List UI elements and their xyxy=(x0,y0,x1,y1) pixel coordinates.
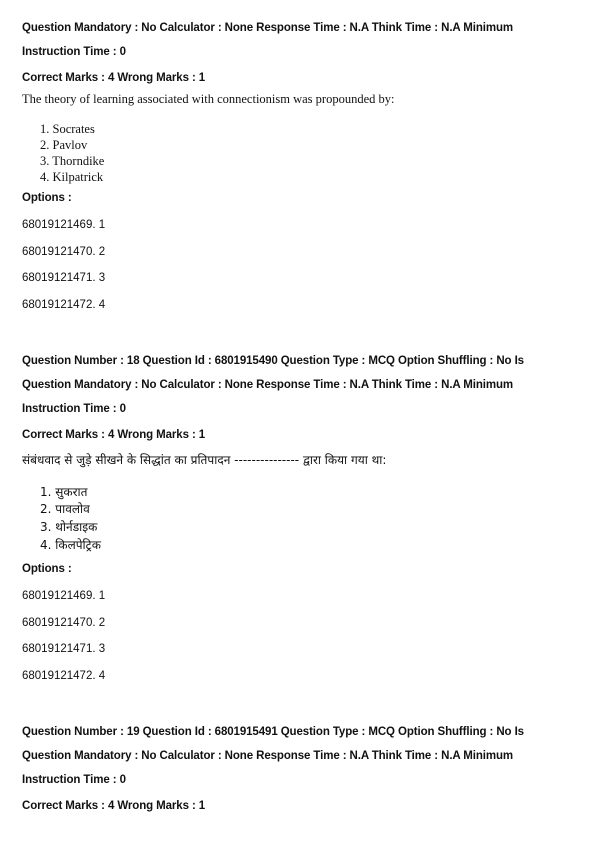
question-text: संबंधवाद से जुड़े सीखने के सिद्धांत का प्रतिपादन --------------- द्वारा किया गया था: xyxy=(22,453,387,467)
choice-2: 2. Pavlov xyxy=(40,138,88,152)
choice-4: 4. Kilpatrick xyxy=(40,170,104,184)
option-id-2: 68019121470. 2 xyxy=(22,246,106,258)
marks-line: Correct Marks : 4 Wrong Marks : 1 xyxy=(22,429,206,441)
choice-1: 1. सुकरात xyxy=(40,485,88,499)
question-text: The theory of learning associated with connectionism was propounded by: xyxy=(22,92,395,106)
question-header-line: Question Number : 18 Question Id : 6801915490 Question Type : MCQ Option Shuffling : No Is xyxy=(22,355,524,367)
instruction-time-line: Instruction Time : 0 xyxy=(22,774,126,786)
choice-3: 3. Thorndike xyxy=(40,154,105,168)
instruction-time-line: Instruction Time : 0 xyxy=(22,403,126,415)
question-mandatory-line: Question Mandatory : No Calculator : None Response Time : N.A Think Time : N.A Minimum xyxy=(22,379,514,391)
option-id-1: 68019121469. 1 xyxy=(22,219,106,231)
option-id-3: 68019121471. 3 xyxy=(22,272,106,284)
options-label: Options : xyxy=(22,563,72,575)
marks-line: Correct Marks : 4 Wrong Marks : 1 xyxy=(22,72,206,84)
marks-line: Correct Marks : 4 Wrong Marks : 1 xyxy=(22,800,206,812)
option-id-3: 68019121471. 3 xyxy=(22,643,106,655)
choice-3: 3. थोर्नडाइक xyxy=(40,520,98,534)
question-mandatory-line: Question Mandatory : No Calculator : None Response Time : N.A Think Time : N.A Minimum xyxy=(22,750,514,762)
option-id-2: 68019121470. 2 xyxy=(22,617,106,629)
question-mandatory-line: Question Mandatory : No Calculator : None Response Time : N.A Think Time : N.A Minimum xyxy=(22,22,514,34)
options-label: Options : xyxy=(22,192,72,204)
option-id-4: 68019121472. 4 xyxy=(22,670,106,682)
option-id-1: 68019121469. 1 xyxy=(22,590,106,602)
choice-1: 1. Socrates xyxy=(40,122,95,136)
question-header-line: Question Number : 19 Question Id : 6801915491 Question Type : MCQ Option Shuffling : No Is xyxy=(22,726,524,738)
instruction-time-line: Instruction Time : 0 xyxy=(22,46,126,58)
choice-2: 2. पावलोव xyxy=(40,502,90,516)
option-id-4: 68019121472. 4 xyxy=(22,299,106,311)
choice-4: 4. किलपेट्रिक xyxy=(40,538,101,552)
